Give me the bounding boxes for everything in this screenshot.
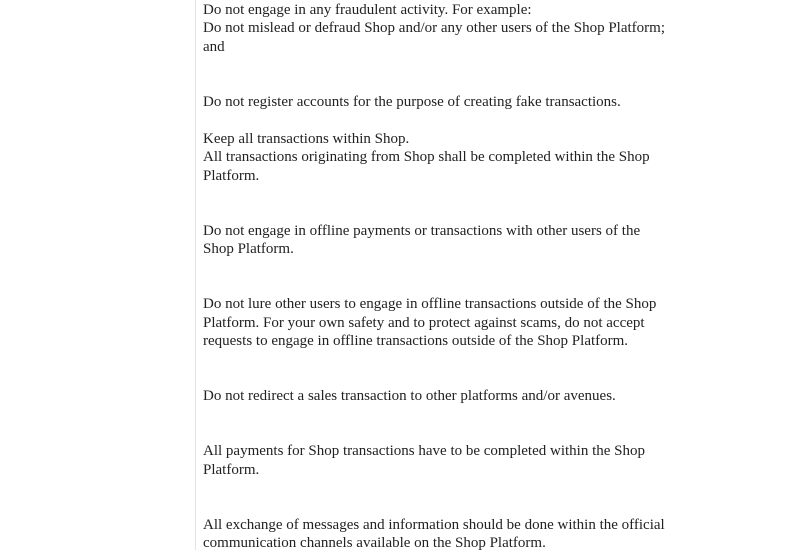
paragraph-line: All payments for Shop transactions have to be completed within the Shop bbox=[203, 443, 646, 459]
paragraph-line: Do not engage in offline payments or transactions with other users of the bbox=[203, 223, 641, 239]
paragraph-line: and bbox=[203, 39, 225, 55]
paragraph-line: requests to engage in offline transactions outside of the Shop Platform. bbox=[203, 333, 629, 349]
paragraph-line: Shop Platform. bbox=[203, 241, 294, 257]
paragraph-line: Do not lure other users to engage in offline transactions outside of the Shop bbox=[203, 296, 657, 312]
paragraph-line: Platform. bbox=[203, 168, 260, 184]
paragraph-line: Platform. For your own safety and to protect against scams, do not accept bbox=[203, 315, 645, 331]
left-divider bbox=[195, 0, 196, 550]
paragraph-line: Keep all transactions within Shop. bbox=[203, 131, 410, 147]
paragraph-line: All transactions originating from Shop shall be completed within the Shop bbox=[203, 149, 650, 165]
paragraph-line: Platform. bbox=[203, 462, 260, 478]
paragraph-line: Do not register accounts for the purpose of creating fake transactions. bbox=[203, 94, 621, 110]
paragraph-line: All exchange of messages and information should be done within the official bbox=[203, 517, 665, 533]
paragraph-line: communication channels available on the Shop Platform. bbox=[203, 535, 546, 551]
section-title: Do not engage in any fraudulent activity. For example: bbox=[203, 2, 532, 18]
paragraph-line: Do not mislead or defraud Shop and/or any other users of the Shop Platform; bbox=[203, 20, 665, 36]
paragraph-line: Do not redirect a sales transaction to other platforms and/or avenues. bbox=[203, 388, 616, 404]
